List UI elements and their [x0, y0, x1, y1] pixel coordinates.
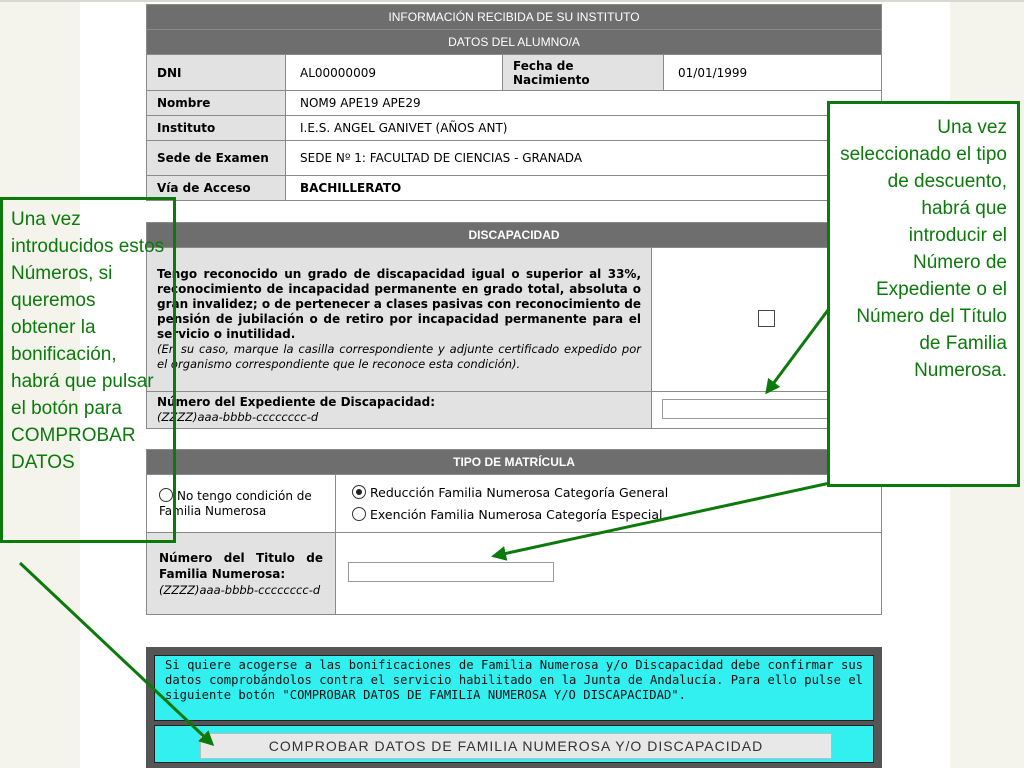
arrow-to-family-input — [494, 483, 830, 556]
option-reduction-label: Reducción Familia Numerosa Categoría General — [370, 484, 669, 500]
exam-site-value: SEDE Nº 1: FACULTAD DE CIENCIAS - GRANADA — [286, 141, 882, 176]
disability-file-format: (ZZZZ)aaa-bbbb-cccccccc-d — [157, 410, 319, 424]
dni-value: AL00000009 — [286, 55, 503, 91]
option-exemption-label: Exención Familia Numerosa Categoría Especial — [370, 506, 663, 522]
disability-note: (En su caso, marque la casilla correspondiente y adjunte certificado expedido por el organismo correspondiente que le reconoce esta condición). — [157, 342, 641, 371]
option-none-label: No tengo condición de Familia Numerosa — [159, 489, 312, 518]
arrow-to-disability-input — [767, 310, 828, 392]
arrow-to-check-button — [20, 563, 212, 744]
name-label: Nombre — [147, 91, 286, 116]
info-header: INFORMACIÓN RECIBIDA DE SU INSTITUTO — [147, 5, 882, 30]
birth-date-value: 01/01/1999 — [664, 55, 882, 91]
birth-date-label: Fecha de Nacimiento — [503, 55, 664, 91]
disability-header: DISCAPACIDAD — [147, 223, 882, 248]
institute-value: I.E.S. ANGEL GANIVET (AÑOS ANT) — [286, 116, 882, 141]
student-data-header: DATOS DEL ALUMNO/A — [147, 30, 882, 55]
enrollment-header: TIPO DE MATRÍCULA — [147, 450, 882, 475]
check-data-button[interactable]: COMPROBAR DATOS DE FAMILIA NUMEROSA Y/O DISCAPACIDAD — [200, 733, 832, 759]
callout-right: Una vez seleccionado el tipo de descuento, habrá que introducir el Número de Expediente o el Número del Título de Familia Numerosa. — [827, 101, 1020, 487]
access-value: BACHILLERATO — [286, 176, 882, 201]
family-title-format: (ZZZZ)aaa-bbbb-cccccccc-d — [159, 582, 321, 597]
name-value: NOM9 APE19 APE29 — [286, 91, 882, 116]
exam-site-label: Sede de Examen — [147, 141, 286, 176]
callout-left: Una vez introducidos estos Números, si queremos obtener la bonificación, habrá que pulsar el botón para COMPROBAR DATOS — [0, 197, 176, 543]
disability-file-label: Número del Expediente de Discapacidad: — [157, 395, 436, 409]
dni-label: DNI — [147, 55, 286, 91]
family-title-label: Número del Titulo de Familia Numerosa: — [159, 550, 323, 581]
disability-text: Tengo reconocido un grado de discapacidad igual o superior al 33%, reconocimiento de incapacidad permanente en grado total, absoluta o gran invalidez; o de pertenecer a clases pasivas con reconocimiento de pensión de jubilación o de retiro por incapacidad permanente para el servicio o inutilidad. — [157, 267, 641, 341]
verify-notice: Si quiere acogerse a las bonificaciones de Familia Numerosa y/o Discapacidad debe confirmar sus datos comprobándolos contra el servicio habilitado en la Junta de Andalucía. Para ello pulse el siguiente botón "COMPROBAR DATOS DE FAMILIA NUMEROSA Y/O DISCAPACIDAD". — [154, 655, 874, 721]
access-label: Vía de Acceso — [147, 176, 286, 201]
institute-label: Instituto — [147, 116, 286, 141]
